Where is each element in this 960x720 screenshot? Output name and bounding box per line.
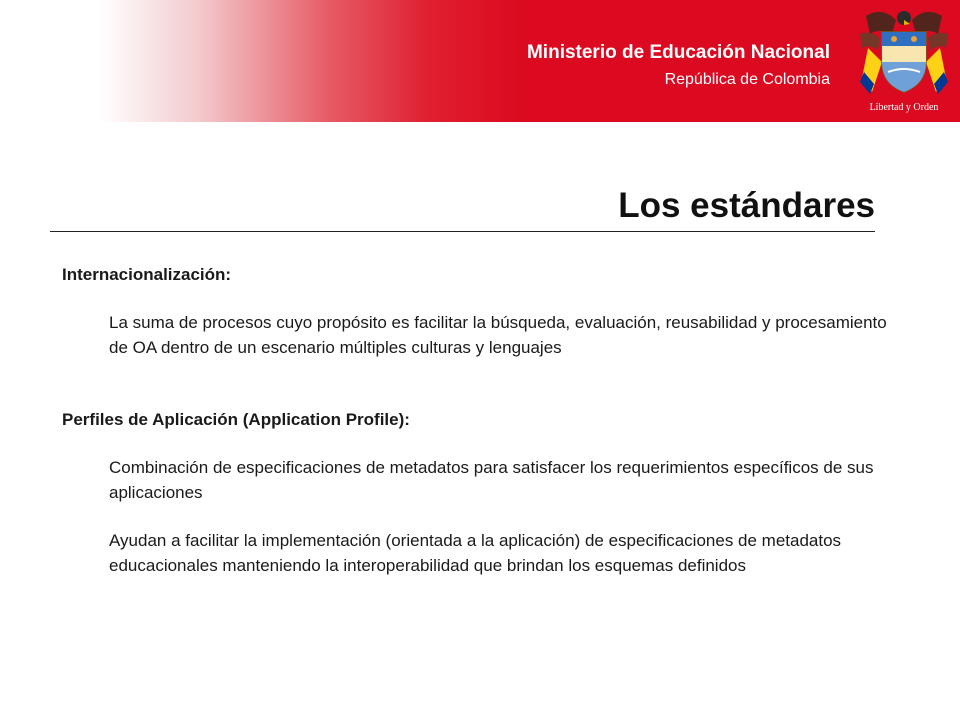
section-paragraph: La suma de procesos cuyo propósito es facilitar la búsqueda, evaluación, reusabilidad y procesamiento de OA dentro de un escenario múltiples culturas y lenguajes — [109, 313, 887, 357]
section-paragraph: Combinación de especificaciones de metadatos para satisfacer los requerimientos específicos de sus aplicaciones — [109, 458, 874, 502]
section-heading: Internacionalización: — [62, 265, 232, 284]
section-heading: Perfiles de Aplicación (Application Profile): — [62, 410, 410, 429]
slide-title: Los estándares — [618, 186, 875, 225]
title-divider — [50, 231, 875, 232]
coat-of-arms-icon — [852, 4, 956, 122]
ministry-name: Ministerio de Educación Nacional — [526, 42, 830, 63]
slide-body — [62, 262, 902, 578]
section-paragraph: Ayudan a facilitar la implementación (orientada a la aplicación) de especificaciones de metadatos educacionales manteniendo la interoperabilidad que brindan los esquemas definidos — [109, 531, 842, 575]
republic-name: República de Colombia — [664, 71, 830, 88]
motto: Libertad y Orden — [869, 102, 939, 113]
